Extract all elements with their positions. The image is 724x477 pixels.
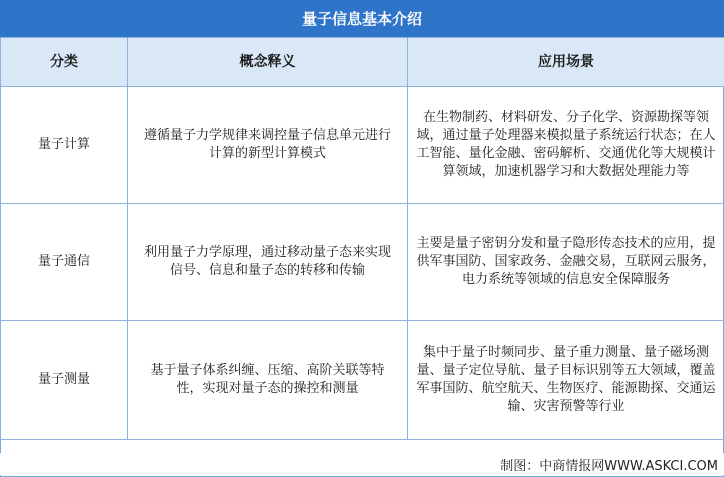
header-category: 分类 <box>1 38 128 87</box>
application-cell: 集中于量子时频同步、量子重力测量、量子磁场测量、量子定位导航、量子目标识别等五大领域，覆盖军事国防、航空航天、生物医疗、能源勘探、交通运输、灾害预警等行业 <box>408 321 724 440</box>
info-table <box>0 37 724 440</box>
application-cell: 在生物制药、材料研发、分子化学、资源勘探等领域，通过量子处理器来模拟量子系统运行状态；在人工智能、量化金融、密码解析、交通优化等大规模计算领域，加速机器学习和大数据处理能力等 <box>408 87 724 204</box>
definition-cell: 遵循量子力学规律来调控量子信息单元进行计算的新型计算模式 <box>128 87 408 204</box>
header-application: 应用场景 <box>408 38 724 87</box>
application-cell: 主要是量子密钥分发和量子隐形传态技术的应用，提供军事国防、国家政务、金融交易，互联网云服务，电力系统等领域的信息安全保障服务 <box>408 204 724 321</box>
header-row <box>1 38 724 87</box>
table-row <box>1 204 724 321</box>
table-row <box>1 87 724 204</box>
definition-cell: 利用量子力学原理，通过移动量子态来实现信号、信息和量子态的转移和传输 <box>128 204 408 321</box>
source-credit: 制图：中商情报网WWW.ASKCI.COM <box>500 459 718 474</box>
category-cell: 量子测量 <box>1 321 128 440</box>
definition-cell: 基于量子体系纠缠、压缩、高阶关联等特性，实现对量子态的操控和测量 <box>128 321 408 440</box>
category-cell: 量子计算 <box>1 87 128 204</box>
table-title: 量子信息基本介绍 <box>0 0 724 37</box>
table-row <box>1 321 724 440</box>
footer <box>0 453 724 475</box>
category-cell: 量子通信 <box>1 204 128 321</box>
header-definition: 概念释义 <box>128 38 408 87</box>
